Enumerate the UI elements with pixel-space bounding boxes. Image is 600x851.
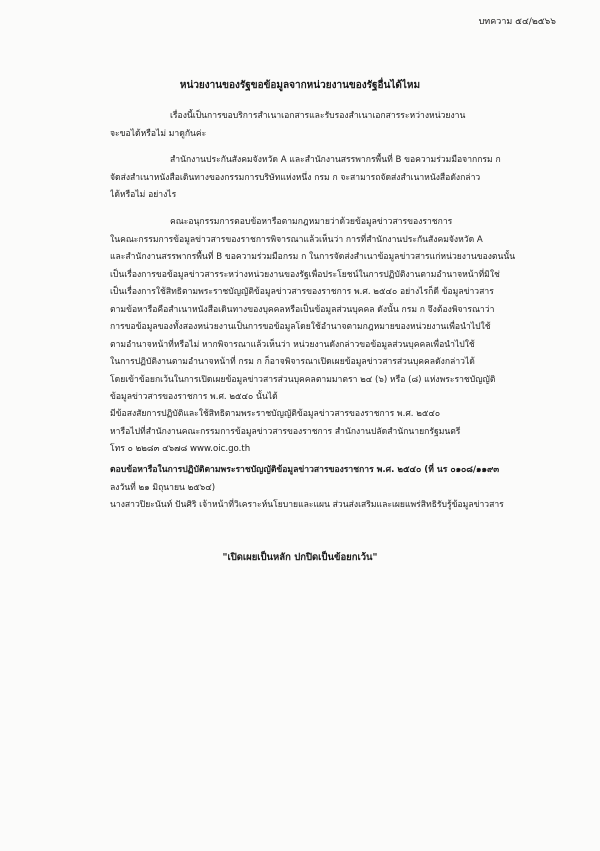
answer-line: ข้อมูลข่าวสารของราชการ พ.ศ. ๒๕๔๐ นั้นได้ bbox=[110, 392, 278, 402]
intro-paragraph bbox=[110, 108, 548, 143]
answer-line: ในคณะกรรมการข้อมูลข่าวสารของราชการพิจารณาแล้วเห็นว่า การที่สำนักงานประกันสังคมจังหวัด A bbox=[110, 234, 483, 245]
question-line: จัดส่งสำเนาหนังสือเดินทางของกรรมการบริษัทแห่งหนึ่ง กรม ก จะสามารถจัดส่งสำเนาหนังสือดังกล่าว bbox=[110, 172, 481, 183]
contact-line: โทร ๐ ๒๒๘๓ ๔๖๗๘ www.oic.go.th bbox=[110, 444, 251, 454]
document-title: หน่วยงานของรัฐขอข้อมูลจากหน่วยงานของรัฐอื่นได้ไหม bbox=[179, 80, 421, 91]
answer-line: ตามอำนาจหน้าที่หรือไม่ หากพิจารณาแล้วเห็นว่า หน่วยงานดังกล่าวขอข้อมูลส่วนบุคคลเพื่อนำไปใช้ bbox=[110, 339, 475, 350]
document-reference-number: บทความ ๕๔/๒๕๖๖ bbox=[478, 17, 556, 27]
answer-line: ตามข้อหารือคือสำเนาหนังสือเดินทางของบุคคลหรือเป็นข้อมูลส่วนบุคคล ดังนั้น กรม ก จึงต้องพิจารณาว่า bbox=[110, 304, 495, 315]
answer-paragraph bbox=[110, 214, 548, 407]
answer-line: และสำนักงานสรรพากรพื้นที่ B ขอความร่วมมือกรม ก ในการจัดส่งสำเนาข้อมูลข่าวสารแก่หน่วยงานของตนนั้น bbox=[110, 252, 516, 262]
answer-line: ในการปฏิบัติงานตามอำนาจหน้าที่ กรม ก ก็อาจพิจารณาเปิดเผยข้อมูลข่าวสารส่วนบุคคลดังกล่าวได้ bbox=[110, 357, 475, 367]
question-paragraph bbox=[110, 152, 548, 205]
reference-line: ตอบข้อหารือในการปฏิบัติตามพระราชบัญญัติข้อมูลข่าวสารของราชการ พ.ศ. ๒๕๔๐ (ที่ นร ๐๑๐๘/๑๑๙๓ bbox=[110, 465, 500, 475]
author-line: นางสาวปิยะนันท์ ปันศิริ เจ้าหน้าที่วิเคราะห์นโยบายและแผน ส่วนส่งเสริมและเผยแพร่สิทธิรับรู้ข้อมูลข่าวสาร bbox=[110, 500, 504, 510]
slogan: "เปิดเผยเป็นหลัก ปกปิดเป็นข้อยกเว้น" bbox=[222, 552, 378, 563]
question-line: ได้หรือไม่ อย่างไร bbox=[110, 190, 177, 200]
reference-line: ลงวันที่ ๒๑ มิถุนายน ๒๕๖๔) bbox=[110, 482, 216, 493]
intro-line: เรื่องนี้เป็นการขอบริการสำเนาเอกสารและรับรองสำเนาเอกสารระหว่างหน่วยงาน bbox=[170, 111, 466, 121]
contact-line: มีข้อสงสัยการปฏิบัติและใช้สิทธิตามพระราชบัญญัติข้อมูลข่าวสารของราชการ พ.ศ. ๒๕๔๐ bbox=[110, 409, 441, 419]
reference-paragraph bbox=[110, 462, 548, 515]
contact-paragraph bbox=[110, 406, 548, 459]
answer-line: โดยเข้าข้อยกเว้นในการเปิดเผยข้อมูลข่าวสารส่วนบุคคลตามมาตรา ๒๔ (๖) หรือ (๘) แห่งพระราชบัญญัติ bbox=[110, 374, 496, 385]
contact-line: หารือไปที่สำนักงานคณะกรรมการข้อมูลข่าวสารของราชการ สำนักงานปลัดสำนักนายกรัฐมนตรี bbox=[110, 426, 461, 437]
answer-line: เป็นเรื่องการใช้สิทธิตามพระราชบัญญัติข้อมูลข่าวสารของราชการ พ.ศ. ๒๕๔๐ อย่างไรก็ดี ข้อมูลข่าวสาร bbox=[110, 287, 494, 297]
answer-line: การขอข้อมูลของทั้งสองหน่วยงานเป็นการขอข้อมูลโดยใช้อำนาจตามกฎหมายของหน่วยงานเพื่อนำไปใช้ bbox=[110, 322, 491, 332]
intro-line: จะขอได้หรือไม่ มาดูกันค่ะ bbox=[110, 128, 207, 139]
answer-line: คณะอนุกรรมการตอบข้อหารือตามกฎหมายว่าด้วยข้อมูลข่าวสารของราชการ bbox=[170, 217, 453, 227]
answer-line: เป็นเรื่องการขอข้อมูลข่าวสารระหว่างหน่วยงานของรัฐเพื่อประโยชน์ในการปฏิบัติงานตามอำนาจหน้าที่มิใช่ bbox=[110, 269, 500, 280]
question-line: สำนักงานประกันสังคมจังหวัด A และสำนักงานสรรพากรพื้นที่ B ขอความร่วมมือจากกรม ก bbox=[170, 155, 501, 165]
